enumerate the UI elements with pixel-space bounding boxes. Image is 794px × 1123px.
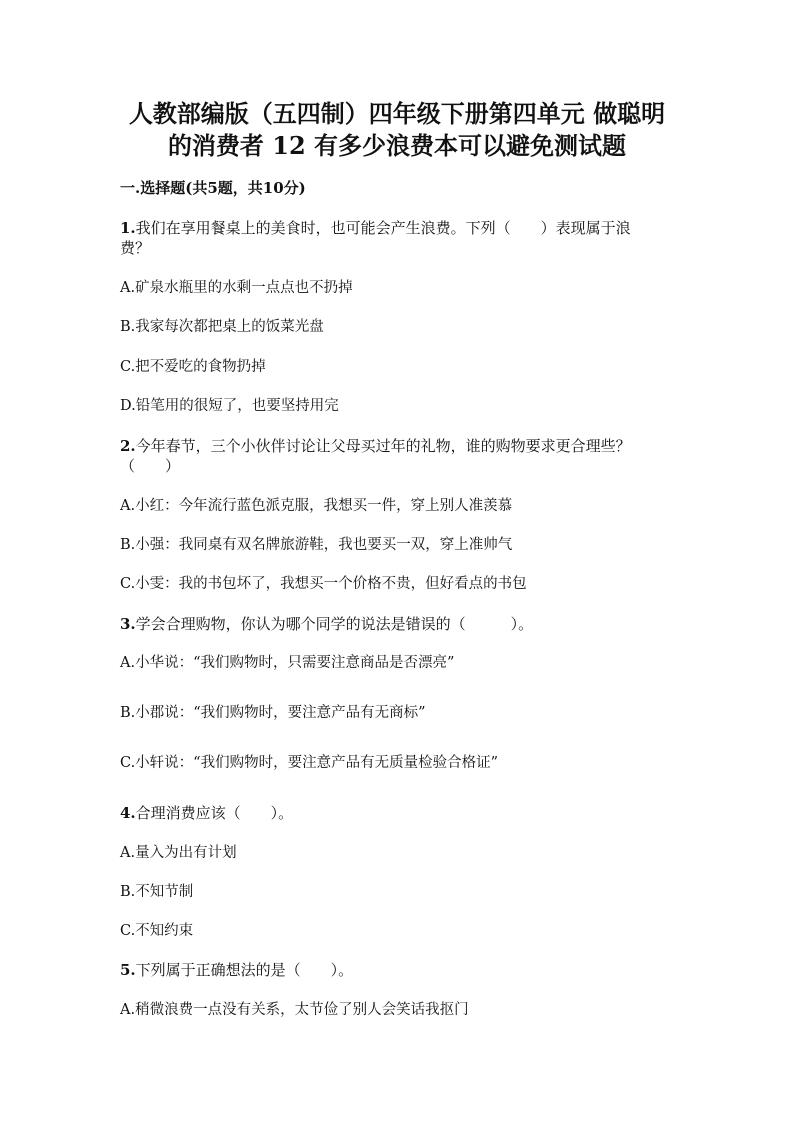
- question-4-option-b: B.不知节制: [120, 884, 194, 900]
- question-2-option-c: C.小雯：我的书包坏了，我想买一个价格不贵，但好看点的书包: [120, 576, 527, 592]
- question-3-option-b: B.小郡说：“我们购物时，要注意产品有无商标”: [120, 705, 426, 721]
- question-3-option-c: C.小轩说：“我们购物时，要注意产品有无质量检验合格证”: [120, 755, 499, 771]
- question-2-stem: [120, 436, 680, 476]
- question-4-option-c: C.不知约束: [120, 923, 194, 939]
- question-1-option-c: C.把不爱吃的食物扔掉: [120, 359, 266, 375]
- question-2-number: 2.: [120, 437, 136, 455]
- question-1-option-a: A.矿泉水瓶里的水剩一点点也不扔掉: [120, 280, 353, 296]
- question-1-number: 1.: [120, 219, 136, 237]
- question-3-stem: [120, 614, 680, 634]
- question-2-stem-line-1: 今年春节，三个小伙伴讨论让父母买过年的礼物，谁的购物要求更合理些？: [135, 437, 631, 455]
- question-1-option-d: D.铅笔用的很短了，也要坚持用完: [120, 398, 339, 414]
- question-5-number: 5.: [120, 961, 136, 979]
- question-1-stem-line-2: 费？: [120, 239, 151, 257]
- question-5-stem: [120, 960, 680, 980]
- question-1-stem: [120, 218, 680, 258]
- question-3-stem-line-1: 学会合理购物，你认为哪个同学的说法是错误的（ ）。: [135, 615, 534, 633]
- question-4-option-a: A.量入为出有计划: [120, 845, 237, 861]
- question-4-stem: [120, 803, 680, 823]
- document-title-line-1: 人教部编版（五四制）四年级下册第四单元 做聪明: [128, 99, 666, 128]
- question-4-stem-line-1: 合理消费应该（ ）。: [135, 804, 294, 822]
- document-title-line-2: 的消费者 12 有多少浪费本可以避免测试题: [167, 131, 627, 160]
- question-1-stem-line-1: 我们在享用餐桌上的美食时，也可能会产生浪费。下列（ ）表现属于浪: [135, 219, 631, 237]
- question-2-option-b: B.小强：我同桌有双名牌旅游鞋，我也要买一双，穿上准帅气: [120, 537, 513, 553]
- question-2-stem-line-2: （ ）: [120, 457, 181, 475]
- question-3-option-a: A.小华说：“我们购物时，只需要注意商品是否漂亮”: [120, 655, 455, 671]
- question-1-option-b: B.我家每次都把桌上的饭菜光盘: [120, 319, 324, 335]
- question-5-stem-line-1: 下列属于正确想法的是（ ）。: [135, 961, 354, 979]
- section-heading: 一.选择题(共5题，共10分): [120, 179, 306, 197]
- question-3-number: 3.: [120, 615, 136, 633]
- question-5-option-a: A.稍微浪费一点没有关系，太节俭了别人会笑话我抠门: [120, 1002, 469, 1018]
- question-4-number: 4.: [120, 804, 136, 822]
- question-2-option-a: A.小红：今年流行蓝色派克服，我想买一件，穿上别人准羡慕: [120, 498, 513, 514]
